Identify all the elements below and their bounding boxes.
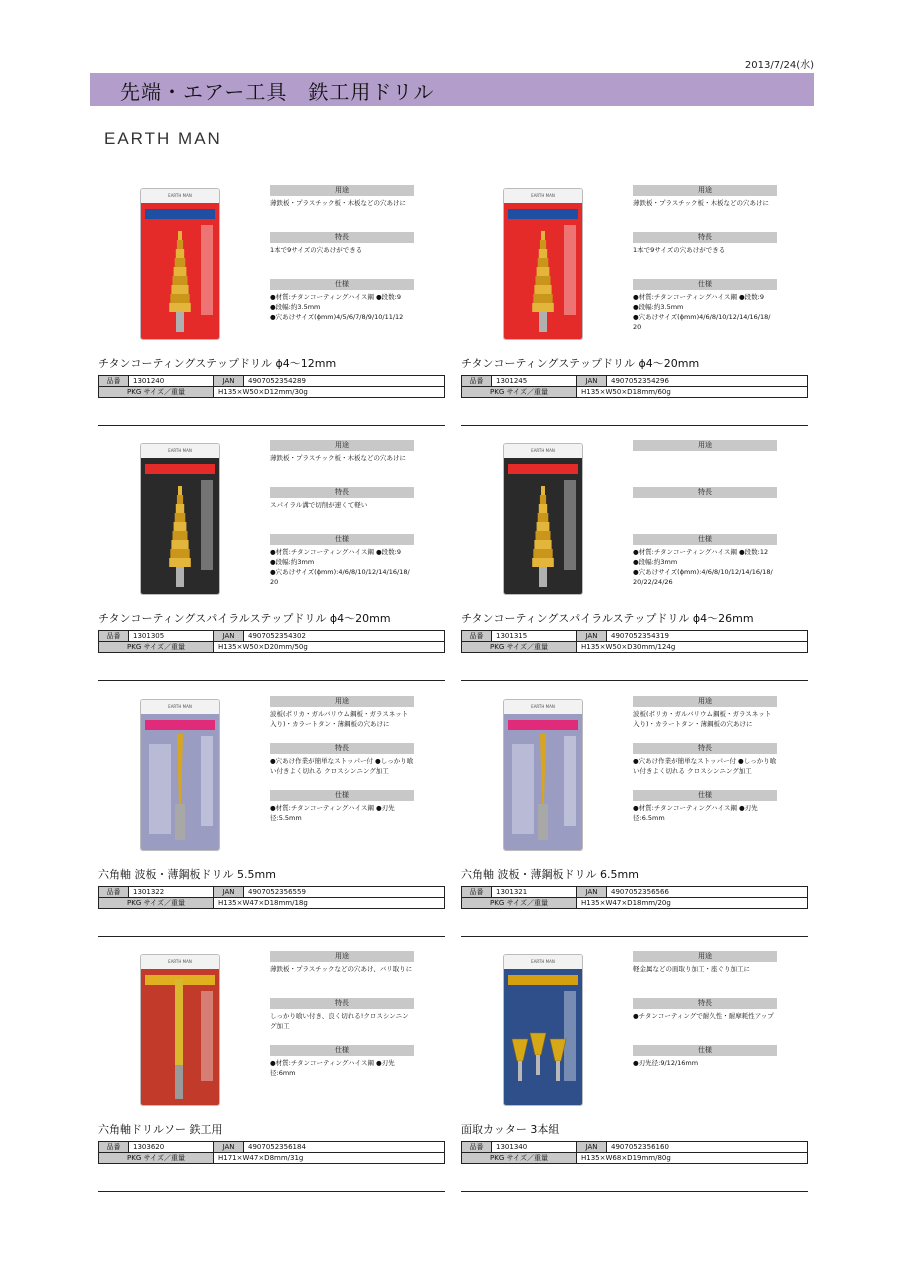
usage-heading: 用途 [633,185,777,196]
feature-heading: 特長 [633,232,777,243]
product-name: チタンコーティングステップドリル ϕ4〜12mm [98,357,337,370]
drill-shank-icon [539,312,547,332]
table-row [462,1153,808,1164]
spec-text: ●材質:チタンコーティングハイス鋼 ●刃先径:6mm [270,1059,395,1077]
product-package-image [141,189,219,339]
hinban-label: 品番 [99,631,129,642]
table-row [99,631,445,642]
drill-step-icon [532,558,554,567]
product-card [98,440,450,694]
drill-step-icon [171,285,188,294]
package-header-strip: EARTH MAN [504,955,582,969]
usage-heading: 用途 [633,951,777,962]
table-row [462,898,808,909]
jan-label: JAN [577,1142,607,1153]
package-body [141,203,219,339]
drill-shank-icon [176,312,184,332]
product-name: チタンコーティングスパイラルステップドリル ϕ4〜20mm [98,612,391,625]
package-side-panel [564,736,576,826]
usage-text [633,451,777,487]
package-header-strip: EARTH MAN [141,444,219,458]
package-window [149,744,171,834]
drill-step-icon [170,549,189,558]
print-date: 2013/7/24(水) [744,60,814,71]
spec-panel [270,185,414,322]
hinban-label: 品番 [99,1142,129,1153]
feature-text: ●穴あけ作業が簡単なストッパー付 ●しっかり喰い付きよく切れる クロスシンニング加工 [633,757,777,775]
spec-heading: 仕様 [270,790,414,801]
drill-step-icon [175,513,186,522]
drill-step-icon [534,285,551,294]
table-row [99,1153,445,1164]
package-header-strip: EARTH MAN [504,700,582,714]
package-side-panel [201,736,213,826]
spec-heading: 仕様 [270,534,414,545]
drill-bit-icon [177,734,183,804]
product-info-table [461,886,808,909]
product-name: 六角軸 波板・薄鋼板ドリル 6.5mm [461,868,639,881]
spec-heading: 仕様 [633,790,777,801]
drill-shank-icon [538,804,548,840]
spec-heading: 仕様 [270,1045,414,1056]
spec-panel [633,185,777,332]
drill-illustration [504,969,582,1105]
pkg-value: H135×W47×D18mm/20g [577,898,808,909]
drill-shank-icon [175,1065,183,1099]
pkg-label: PKG サイズ／重量 [99,642,214,653]
table-row [99,1142,445,1153]
product-info-table [98,886,445,909]
spec-panel [270,696,414,823]
drill-step-icon [538,513,549,522]
drill-step-icon [171,540,188,549]
usage-text: 薄鉄板・プラスチック板・木板などの穴あけに [270,454,406,462]
spec-panel [633,951,777,1068]
pkg-value: H135×W68×D19mm/80g [577,1153,808,1164]
drill-step-icon [178,486,182,495]
hinban-value: 1301245 [492,376,577,387]
table-row [99,642,445,653]
section-divider [461,1191,808,1192]
drill-shank-icon [539,567,547,587]
package-side-panel [564,991,576,1081]
table-row [462,631,808,642]
hinban-value: 1301240 [129,376,214,387]
package-label-stripe [508,464,578,474]
jan-label: JAN [577,887,607,898]
drill-step-icon [537,267,550,276]
usage-text: 薄鉄板・プラスチック板・木板などの穴あけに [270,199,406,207]
cutter-bit-icon [530,1033,546,1055]
feature-text: ●チタンコーティングで耐久性・耐摩耗性アップ [633,1012,774,1020]
usage-heading: 用途 [270,185,414,196]
product-card [461,951,813,1205]
hinban-value: 1301322 [129,887,214,898]
spec-text: ●材質:チタンコーティングハイス鋼 ●段数:12 ●段幅:約3mm ●穴あけサイズ(ϕmm):4/6/8/10/12/14/16/18/ 20/22/24/26 [633,548,773,586]
feature-heading: 特長 [633,998,777,1009]
drill-step-icon [174,522,187,531]
product-info-table [98,630,445,653]
jan-label: JAN [577,376,607,387]
drill-step-icon [170,294,189,303]
drill-step-icon [541,486,545,495]
section-divider [461,680,808,681]
spec-panel [270,951,414,1078]
feature-heading: 特長 [633,487,777,498]
package-label-stripe [145,464,215,474]
drill-illustration [504,458,582,594]
table-row [99,387,445,398]
hinban-value: 1301315 [492,631,577,642]
package-side-panel [564,480,576,570]
pkg-label: PKG サイズ／重量 [99,898,214,909]
cutter-bit-icon [512,1039,528,1061]
package-body [504,969,582,1105]
product-name: 面取カッター 3本組 [461,1123,560,1136]
product-name: チタンコーティングステップドリル ϕ4〜20mm [461,357,700,370]
pkg-label: PKG サイズ／重量 [462,642,577,653]
pkg-value: H135×W50×D12mm/30g [214,387,445,398]
product-card [461,440,813,694]
pkg-value: H135×W50×D30mm/124g [577,642,808,653]
package-body [141,458,219,594]
table-row [99,887,445,898]
usage-text: 薄鉄板・プラスチック板・木板などの穴あけに [633,199,769,207]
feature-heading: 特長 [633,743,777,754]
product-package-image [504,189,582,339]
hinban-label: 品番 [462,631,492,642]
package-header-strip: EARTH MAN [141,700,219,714]
jan-label: JAN [214,631,244,642]
drill-step-icon [174,267,187,276]
category-header [90,73,814,106]
package-label-stripe [508,209,578,219]
product-card [98,951,450,1205]
product-info-table [98,1141,445,1164]
drill-step-icon [540,495,546,504]
drill-step-icon [173,276,188,285]
hinban-value: 1301321 [492,887,577,898]
spec-text: ●材質:チタンコーティングハイス鋼 ●段数:9 ●段幅:約3.5mm ●穴あけサイズ(ϕmm)4/5/6/7/8/9/10/11/12 [270,293,404,321]
pkg-value: H171×W47×D8mm/31g [214,1153,445,1164]
product-card [98,185,450,439]
section-divider [98,936,445,937]
package-header-strip: EARTH MAN [504,189,582,203]
usage-text: 軽金属などの面取り加工・座ぐり加工に [633,965,750,973]
jan-label: JAN [214,887,244,898]
table-row [462,387,808,398]
drill-step-icon [540,240,546,249]
package-side-panel [201,991,213,1081]
usage-text: 波板(ポリカ・ガルバリウム鋼板・ガラスネット入り)・カラートタン・薄鋼板の穴あけに [270,710,409,728]
jan-label: JAN [577,631,607,642]
drill-step-icon [539,249,547,258]
pkg-label: PKG サイズ／重量 [99,387,214,398]
jan-value: 4907052354296 [607,376,808,387]
package-body [504,714,582,850]
jan-value: 4907052356184 [244,1142,445,1153]
drill-step-icon [533,294,552,303]
package-body [504,203,582,339]
drill-step-icon [537,522,550,531]
jan-value: 4907052354319 [607,631,808,642]
hinban-value: 1301340 [492,1142,577,1153]
product-package-image [504,444,582,594]
pkg-value: H135×W50×D20mm/50g [214,642,445,653]
drill-step-icon [536,531,551,540]
drill-step-icon [173,531,188,540]
product-card [98,696,450,950]
package-side-panel [201,480,213,570]
spec-text: ●材質:チタンコーティングハイス鋼 ●刃先径:6.5mm [633,804,758,822]
feature-text: 1本で9サイズの穴あけができる [633,246,726,254]
product-info-table [461,375,808,398]
jan-value: 4907052356566 [607,887,808,898]
package-body [504,458,582,594]
product-info-table [461,630,808,653]
drill-step-icon [538,258,549,267]
section-divider [98,680,445,681]
drill-step-icon [177,240,183,249]
feature-heading: 特長 [270,998,414,1009]
drill-step-icon [534,540,551,549]
drill-step-icon [169,303,191,312]
table-row [462,642,808,653]
jan-value: 4907052356559 [244,887,445,898]
drill-step-icon [532,303,554,312]
package-label-stripe [145,209,215,219]
product-name: 六角軸ドリルソー 鉄工用 [98,1123,223,1136]
section-divider [461,425,808,426]
product-info-table [98,375,445,398]
package-label-stripe [508,720,578,730]
package-body [141,969,219,1105]
spec-heading: 仕様 [633,279,777,290]
hinban-value: 1303620 [129,1142,214,1153]
hinban-label: 品番 [462,887,492,898]
drill-step-icon [176,249,184,258]
product-name: チタンコーティングスパイラルステップドリル ϕ4〜26mm [461,612,754,625]
package-window [512,744,534,834]
product-package-image [141,955,219,1105]
spec-panel [270,440,414,587]
feature-text: しっかり喰い付き、良く切れる!クロスシンニング加工 [270,1012,409,1030]
jan-label: JAN [214,376,244,387]
package-side-panel [201,225,213,315]
product-name: 六角軸 波板・薄鋼板ドリル 5.5mm [98,868,276,881]
category-title: 先端・エアー工具 鉄工用ドリル [120,80,435,104]
usage-text: 波板(ポリカ・ガルバリウム鋼板・ガラスネット入り)・カラートタン・薄鋼板の穴あけに [633,710,772,728]
cutter-shank-icon [536,1055,540,1075]
hinban-label: 品番 [462,376,492,387]
product-card [461,696,813,950]
product-package-image [504,700,582,850]
feature-text [633,498,777,534]
hinban-label: 品番 [99,376,129,387]
hinban-label: 品番 [99,887,129,898]
spec-text: ●刃先径:9/12/16mm [633,1059,699,1067]
drill-illustration [141,203,219,339]
spec-heading: 仕様 [633,1045,777,1056]
table-row [462,1142,808,1153]
cutter-shank-icon [518,1061,522,1081]
package-label-stripe [145,720,215,730]
spec-heading: 仕様 [270,279,414,290]
jan-value: 4907052356160 [607,1142,808,1153]
hinban-value: 1301305 [129,631,214,642]
feature-heading: 特長 [270,743,414,754]
drill-illustration [141,969,219,1105]
drill-bit-icon [540,734,546,804]
drill-shank-icon [176,567,184,587]
spec-text: ●材質:チタンコーティングハイス鋼 ●段数:9 ●段幅:約3mm ●穴あけサイズ(ϕmm):4/6/8/10/12/14/16/18/ 20 [270,548,410,586]
spec-text: ●材質:チタンコーティングハイス鋼 ●段数:9 ●段幅:約3.5mm ●穴あけサイズ(ϕmm)4/6/8/10/12/14/16/18/ 20 [633,293,771,331]
drill-illustration [504,203,582,339]
drill-illustration [504,714,582,850]
section-divider [98,1191,445,1192]
pkg-label: PKG サイズ／重量 [99,1153,214,1164]
drill-shank-icon [175,804,185,840]
drill-illustration [141,458,219,594]
feature-heading: 特長 [270,487,414,498]
usage-heading: 用途 [270,696,414,707]
product-package-image [141,444,219,594]
package-header-strip: EARTH MAN [141,955,219,969]
spec-panel [633,440,777,587]
drill-illustration [141,714,219,850]
table-row [462,887,808,898]
feature-text: ●穴あけ作業が簡単なストッパー付 ●しっかり喰い付きよく切れる クロスシンニング加工 [270,757,414,775]
usage-heading: 用途 [633,440,777,451]
pkg-label: PKG サイズ／重量 [462,1153,577,1164]
spec-panel [633,696,777,823]
brand-logo: EARTH MAN [104,129,222,148]
section-divider [98,425,445,426]
jan-value: 4907052354302 [244,631,445,642]
pkg-label: PKG サイズ／重量 [462,387,577,398]
drill-step-icon [541,231,545,240]
feature-text: スパイラル溝で切削が速くて軽い [270,501,368,509]
cutter-bit-icon [550,1039,566,1061]
drill-step-icon [175,258,186,267]
jan-value: 4907052354289 [244,376,445,387]
hinban-label: 品番 [462,1142,492,1153]
drill-step-icon [536,276,551,285]
usage-heading: 用途 [633,696,777,707]
drill-step-icon [176,504,184,513]
package-label-stripe [508,975,578,985]
drill-step-icon [533,549,552,558]
pkg-value: H135×W47×D18mm/18g [214,898,445,909]
package-header-strip: EARTH MAN [504,444,582,458]
drill-step-icon [539,504,547,513]
package-body [141,714,219,850]
product-info-table [461,1141,808,1164]
spec-heading: 仕様 [633,534,777,545]
package-side-panel [564,225,576,315]
drill-step-icon [177,495,183,504]
usage-heading: 用途 [270,440,414,451]
section-divider [461,936,808,937]
table-row [462,376,808,387]
drill-step-icon [169,558,191,567]
cutter-shank-icon [556,1061,560,1081]
product-package-image [504,955,582,1105]
feature-text: 1本で9サイズの穴あけができる [270,246,363,254]
pkg-label: PKG サイズ／重量 [462,898,577,909]
jan-label: JAN [214,1142,244,1153]
usage-text: 薄鉄板・プラスチックなどの穴あけ、バリ取りに [270,965,413,973]
feature-heading: 特長 [270,232,414,243]
table-row [99,376,445,387]
package-header-strip: EARTH MAN [141,189,219,203]
usage-heading: 用途 [270,951,414,962]
table-row [99,898,445,909]
spec-text: ●材質:チタンコーティングハイス鋼 ●刃先径:5.5mm [270,804,395,822]
product-card [461,185,813,439]
drill-step-icon [178,231,182,240]
product-package-image [141,700,219,850]
pkg-value: H135×W50×D18mm/60g [577,387,808,398]
